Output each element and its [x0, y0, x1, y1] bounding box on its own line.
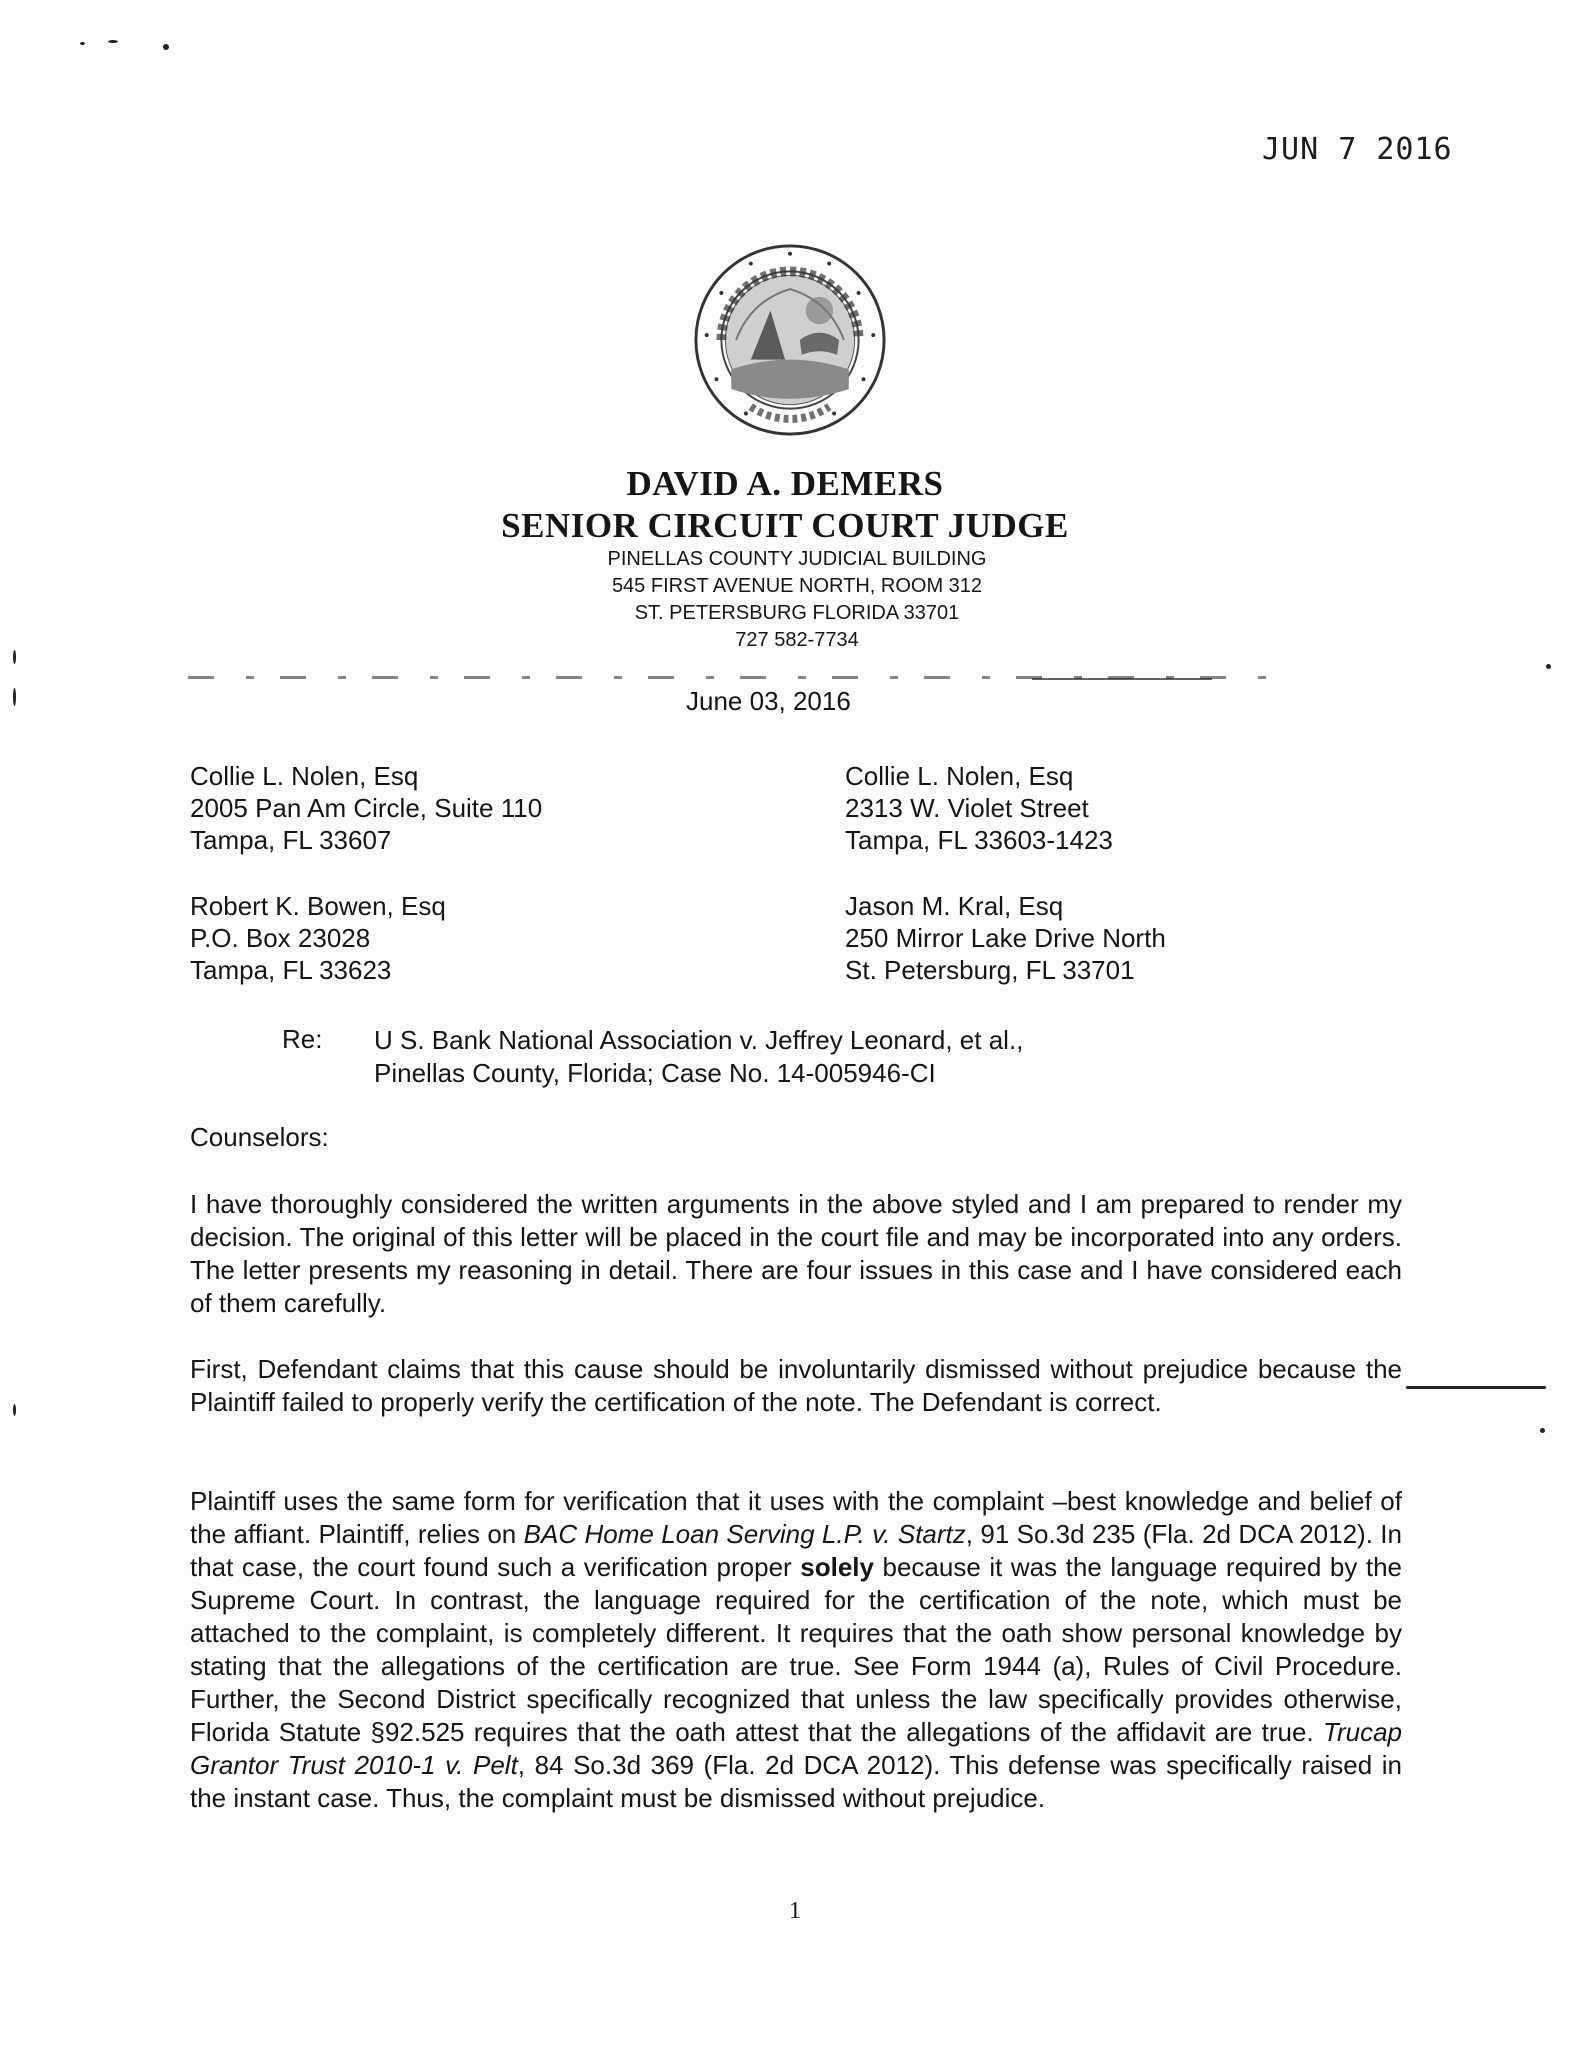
recipient-block	[190, 760, 542, 856]
recipient-city-line: St. Petersburg, FL 33701	[845, 955, 1135, 985]
scan-speck	[108, 40, 118, 43]
recipient-address-line: 2313 W. Violet Street	[845, 793, 1089, 823]
recipient-address-line: 250 Mirror Lake Drive North	[845, 923, 1166, 953]
case-citation: BAC Home Loan Serving L.P. v. Startz	[523, 1519, 966, 1549]
text-run: , 84 So.3d 369 (Fla. 2d DCA 2012). This defense was specifically raised in the instant case. Thus, the complaint must be dismissed without prejudice.	[190, 1750, 1402, 1813]
letter-date: June 03, 2016	[686, 686, 851, 716]
salutation: Counselors:	[190, 1122, 329, 1152]
scan-speck	[13, 688, 16, 706]
recipient-block	[190, 890, 446, 986]
letterhead-divider-segment	[1032, 678, 1212, 680]
re-case-caption: U S. Bank National Association v. Jeffrey Leonard, et al.,	[374, 1025, 1024, 1055]
scan-streak	[1406, 1386, 1546, 1389]
scan-speck	[1546, 664, 1551, 669]
recipient-name: Collie L. Nolen, Esq	[190, 761, 419, 791]
recipient-block	[845, 760, 1113, 856]
re-case-number: Pinellas County, Florida; Case No. 14-005946-CI	[374, 1058, 936, 1088]
text-run: because it was the language required by the Supreme Court. In contrast, the language required for the certification of the note, which must be attached to the complaint, is completely different. It requires that the oath show personal knowledge by stating that the allegations of the certification are true. See Form 1944 (a), Rules of Civil Procedure. Further, the Second District specifically recognized that unless the law specifically provides otherwise, Florida Statute §92.525 requires that the oath attest that the allegations of the affidavit are true.	[190, 1552, 1403, 1747]
recipient-city-line: Tampa, FL 33603-1423	[845, 825, 1113, 855]
page-number: 1	[789, 1898, 801, 1924]
paragraph-verification	[190, 1485, 1402, 1815]
recipient-name: Collie L. Nolen, Esq	[845, 761, 1074, 791]
recipient-name: Jason M. Kral, Esq	[845, 891, 1064, 921]
text-run: Plaintiff uses the same form for verification that it uses with the complaint –best knowledge and belief of the affiant. Plaintiff, relies on	[190, 1486, 1402, 1549]
scan-speck	[13, 650, 16, 664]
re-label: Re:	[282, 1024, 323, 1054]
scan-speck	[80, 42, 85, 45]
received-date-stamp: JUN 7 2016	[1262, 132, 1453, 167]
paragraph-first-issue: First, Defendant claims that this cause should be involuntarily dismissed without prejudice because the Plaintiff failed to properly verify the certification of the note. The Defendant is correct.	[190, 1354, 1402, 1417]
judge-title: SENIOR CIRCUIT COURT JUDGE	[501, 506, 1069, 545]
letterhead-address-line: 545 FIRST AVENUE NORTH, ROOM 312	[611, 575, 983, 597]
recipient-address-line: 2005 Pan Am Circle, Suite 110	[190, 793, 543, 823]
scan-speck	[163, 44, 169, 50]
recipient-block	[845, 890, 1166, 986]
recipient-name: Robert K. Bowen, Esq	[190, 891, 446, 921]
emphasis-solely: solely	[800, 1552, 874, 1582]
letterhead-address-line: ST. PETERSBURG FLORIDA 33701	[634, 602, 960, 624]
paragraph-intro: I have thoroughly considered the written arguments in the above styled and I am prepared to render my decision. The original of this letter will be placed in the court file and may be incorporated into any orders. The letter presents my reasoning in detail. There are four issues in this case and I have considered each of them carefully.	[190, 1189, 1402, 1318]
re-subject	[374, 1024, 1023, 1090]
recipient-address-line: P.O. Box 23028	[190, 923, 371, 953]
letterhead-phone: 727 582-7734	[735, 629, 859, 651]
florida-state-seal	[692, 242, 888, 438]
case-citation: Trucap Grantor Trust 2010-1 v. Pelt	[190, 1717, 1402, 1780]
text-run: , 91 So.3d 235 (Fla. 2d DCA 2012). In that case, the court found such a verification proper	[190, 1519, 1402, 1582]
recipient-city-line: Tampa, FL 33623	[190, 955, 392, 985]
judge-name: DAVID A. DEMERS	[626, 464, 944, 503]
letterhead-address-line: PINELLAS COUNTY JUDICIAL BUILDING	[607, 548, 987, 570]
recipient-city-line: Tampa, FL 33607	[190, 825, 392, 855]
scan-speck	[13, 1404, 16, 1416]
scan-speck	[1540, 1428, 1545, 1433]
